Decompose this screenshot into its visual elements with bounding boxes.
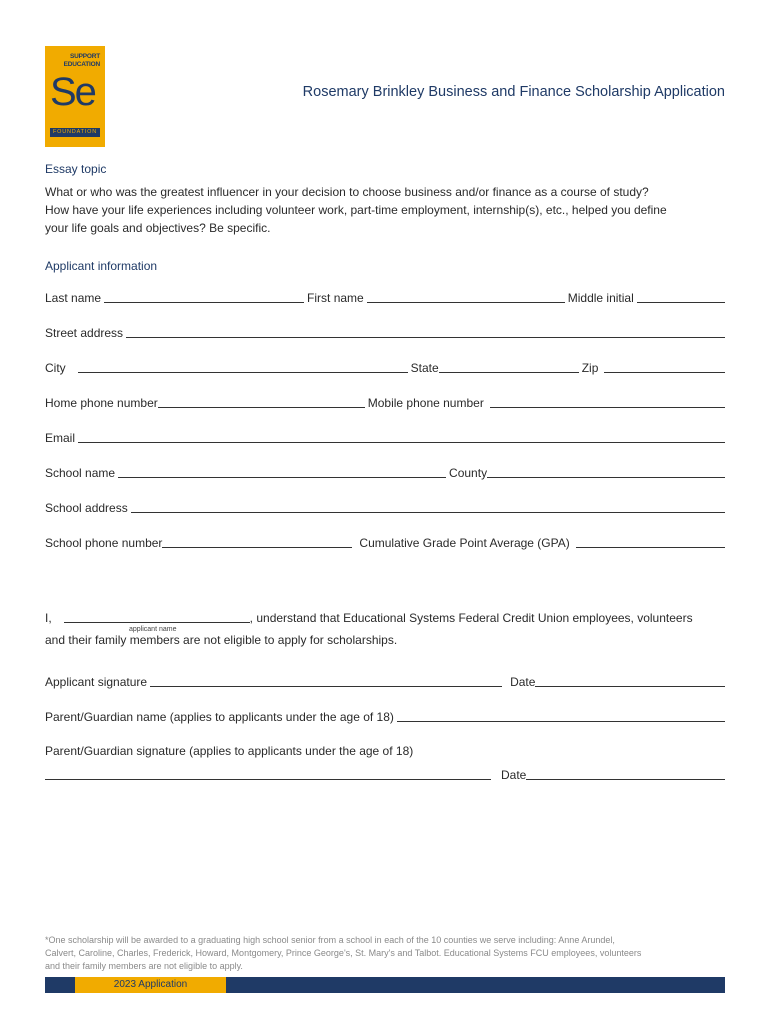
guardian-name-label: Parent/Guardian name (applies to applicants under the age of 18) <box>45 710 394 724</box>
footnote <box>45 934 727 973</box>
gpa-label: Cumulative Grade Point Average (GPA) <box>359 536 570 550</box>
gpa-field[interactable] <box>576 535 725 548</box>
state-label: State <box>410 361 439 375</box>
essay-heading: Essay topic <box>45 162 107 176</box>
footer-bar <box>45 977 725 993</box>
school-name-row <box>45 464 725 480</box>
date-field[interactable] <box>535 674 725 687</box>
city-field[interactable] <box>78 360 408 373</box>
home-phone-field[interactable] <box>158 395 365 408</box>
street-address-field[interactable] <box>126 325 725 338</box>
date-field-2[interactable] <box>526 767 725 780</box>
guardian-signature-row <box>45 742 725 758</box>
footnote-line-3: and their family members are not eligible to apply. <box>45 961 243 971</box>
home-phone-label: Home phone number <box>45 396 158 410</box>
last-name-field[interactable] <box>104 290 304 303</box>
guardian-signature-label: Parent/Guardian signature (applies to applicants under the age of 18) <box>45 744 414 758</box>
school-name-field[interactable] <box>118 465 446 478</box>
declaration-row <box>45 609 725 625</box>
phone-row <box>45 394 725 410</box>
first-name-label: First name <box>307 291 364 305</box>
city-label: City <box>45 361 66 375</box>
county-field[interactable] <box>487 465 725 478</box>
middle-initial-field[interactable] <box>637 290 725 303</box>
footnote-line-2: Calvert, Caroline, Charles, Frederick, Howard, Montgomery, Prince George's, St. Mary's and Talbot. Educational Systems FCU employees, volunteers <box>45 948 642 958</box>
document-title: Rosemary Brinkley Business and Finance Scholarship Application <box>302 84 725 100</box>
city-row <box>45 359 725 375</box>
guardian-name-field[interactable] <box>397 709 725 722</box>
last-name-label: Last name <box>45 291 102 305</box>
applicant-signature-field[interactable] <box>150 674 502 687</box>
essay-line-3: your life goals and objectives? Be specific. <box>45 221 271 235</box>
logo-mark: Se <box>50 70 95 114</box>
email-row <box>45 429 725 445</box>
zip-field[interactable] <box>604 360 725 373</box>
logo-bottom-text: FOUNDATION <box>50 128 100 137</box>
first-name-field[interactable] <box>367 290 565 303</box>
school-phone-field[interactable] <box>162 535 352 548</box>
street-address-label: Street address <box>45 326 124 340</box>
mobile-phone-label: Mobile phone number <box>367 396 484 410</box>
guardian-signature-line-row <box>45 766 725 782</box>
email-label: Email <box>45 431 76 445</box>
applicant-signature-row <box>45 673 725 689</box>
school-phone-label: School phone number <box>45 536 163 550</box>
name-row <box>45 289 725 305</box>
applicant-name-field[interactable] <box>64 610 250 623</box>
zip-label: Zip <box>581 361 599 375</box>
guardian-name-row <box>45 708 725 724</box>
declaration-prefix: I, <box>45 611 52 625</box>
applicant-heading: Applicant information <box>45 259 158 273</box>
school-address-field[interactable] <box>131 500 725 513</box>
school-address-label: School address <box>45 501 128 515</box>
footnote-line-1: *One scholarship will be awarded to a graduating high school senior from a school in each of the 10 counties we serve including: Anne Arundel, <box>45 935 615 945</box>
essay-line-2: How have your life experiences including volunteer work, part-time employment, internship(s), etc., helped you define <box>45 203 667 217</box>
date-label: Date <box>510 675 536 689</box>
school-name-label: School name <box>45 466 116 480</box>
applicant-name-caption: applicant name <box>129 626 177 633</box>
declaration-text: , understand that Educational Systems Federal Credit Union employees, volunteers <box>249 611 693 625</box>
state-field[interactable] <box>439 360 579 373</box>
footer-label: 2023 Application <box>75 977 226 993</box>
email-field[interactable] <box>78 430 725 443</box>
school-address-row <box>45 499 725 515</box>
guardian-signature-field[interactable] <box>45 767 491 780</box>
school-phone-row <box>45 534 725 550</box>
essay-text <box>45 183 725 237</box>
street-row <box>45 324 725 340</box>
essay-line-1: What or who was the greatest influencer in your decision to choose business and/or finance as a course of study? <box>45 185 649 199</box>
declaration-line-2: and their family members are not eligible to apply for scholarships. <box>45 633 398 647</box>
mobile-phone-field[interactable] <box>490 395 725 408</box>
applicant-signature-label: Applicant signature <box>45 675 148 689</box>
logo-top-text: SUPPORT EDUCATION <box>63 53 100 68</box>
foundation-logo <box>45 46 105 147</box>
middle-initial-label: Middle initial <box>567 291 634 305</box>
date-label-2: Date <box>501 768 527 782</box>
county-label: County <box>449 466 488 480</box>
